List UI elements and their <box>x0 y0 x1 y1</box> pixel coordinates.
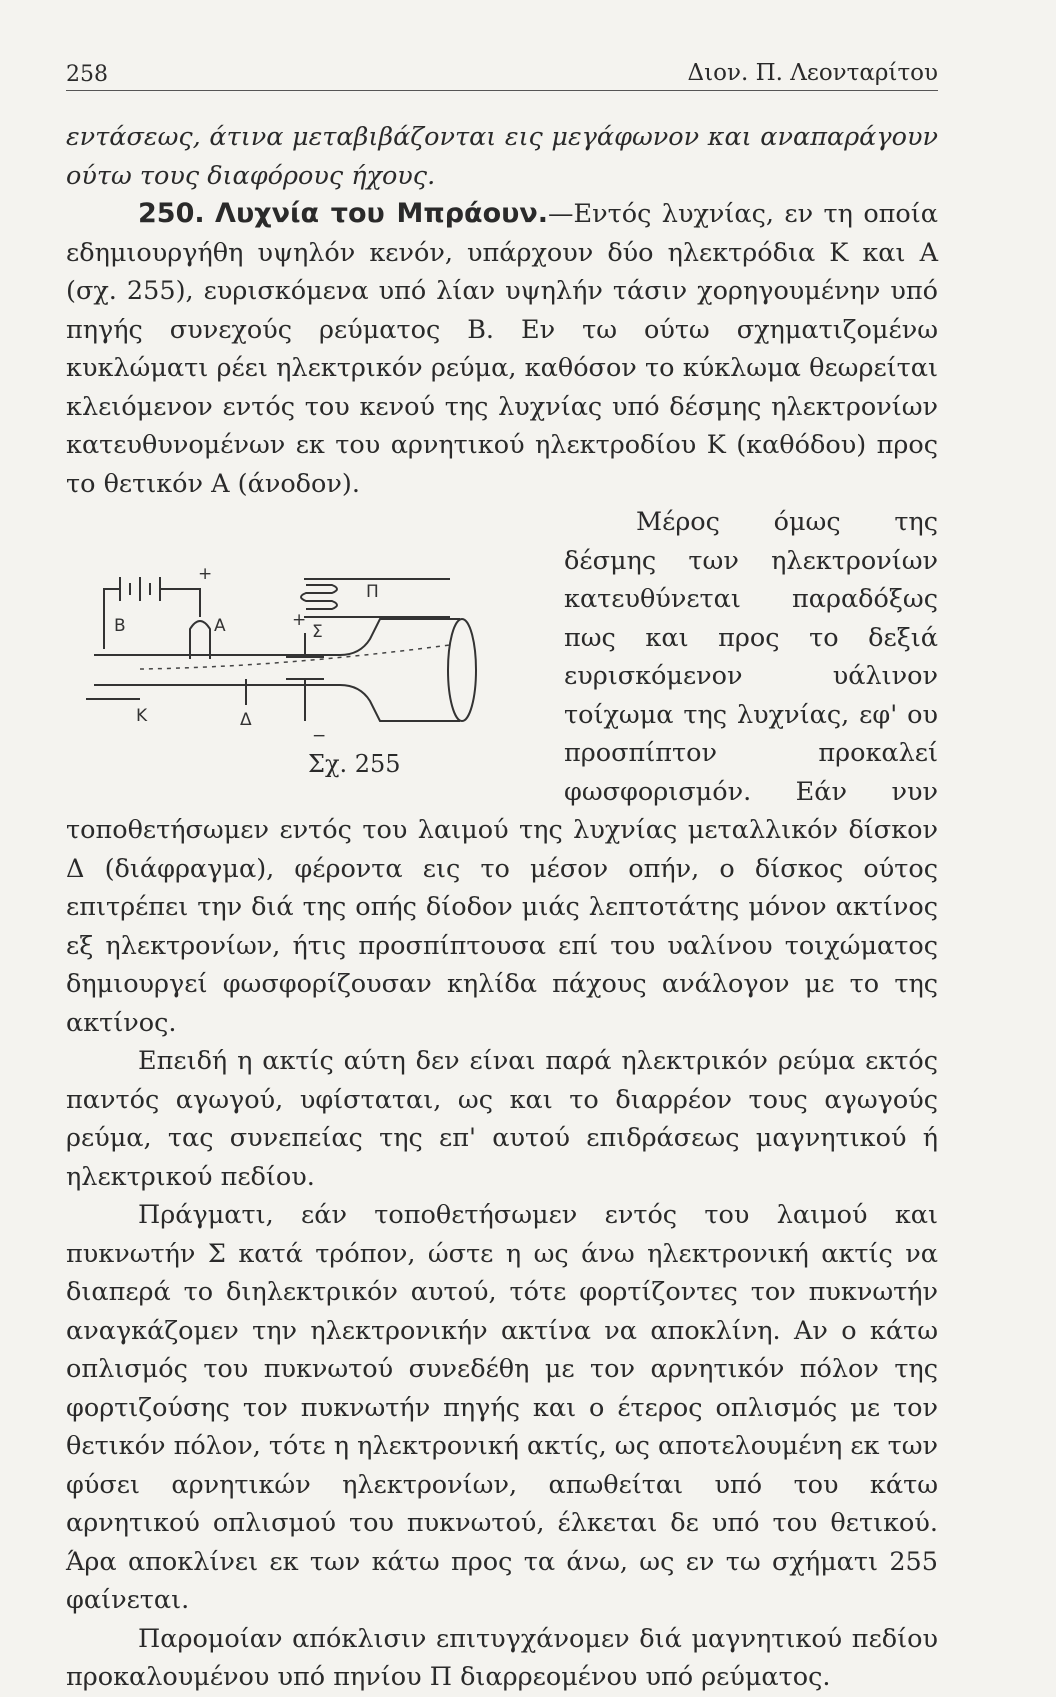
circuit-wire-anode <box>160 589 200 617</box>
braun-tube-diagram <box>80 509 550 781</box>
label-coil: Π <box>366 582 379 602</box>
intro-line: εντάσεως, άτινα μεταβιβάζονται εις μεγάφωνον και αναπαράγουν ούτω τους διαφόρους ήχους. <box>66 122 938 191</box>
page-number: 258 <box>66 62 108 87</box>
label-capacitor: Σ <box>312 622 323 642</box>
paragraph-5: Παρομοίαν απόκλισιν επιτυγχάνομεν διά μαγνητικού πεδίου προκαλουμένου υπό πηνίου Π διαρρεομένου υπό ρεύματος. <box>66 1623 938 1692</box>
body-text <box>66 118 938 1697</box>
paragraph-2-text: Μέρος όμως της δέσμης των ηλεκτρονίων κατευθύνεται παραδόξως πως και προς το δεξιά ευρισκόμενον υάλινον τοίχωμα της λυχνίας, εφ' ου προσπίπτον προκαλεί φωσφορισμόν. Εάν νυν τοποθετήσωμεν εντός του λαιμού της λυχνίας μεταλλικόν δίσκον Δ (διάφραγμα), φέροντα εις το μέσον οπήν, ο δίσκος ούτος επιτρέπει την διά της οπής δίοδον μιάς λεπτοτάτης μόνον ακτίνος εξ ηλεκτρονίων, ήτις προσπίπτουσα επί του υαλίνου τοιχώματος δημιουργεί φωσφορίζουσαν κηλίδα πάχους ανάλογον με το της ακτίνος. <box>66 507 938 1038</box>
section-number: 250. <box>138 198 205 229</box>
page-header <box>66 56 938 96</box>
figure-255 <box>80 509 550 781</box>
section-paragraph: —Εντός λυχνίας, εν τη οποία εδημιουργήθη υψηλόν κενόν, υπάρχουν δύο ηλεκτρόδια Κ και Α (σχ. 255), ευρισκόμενα υπό λίαν υψηλήν τάσιν χορηγουμένην υπό πηγής συνεχούς ρεύματος Β. Εν τω ούτω σχηματιζομένω κυκλώματι ρέει ηλεκτρικόν ρεύμα, καθόσον το κύκλωμα θεωρείται κλειόμενον εντός του κενού της λυχνίας υπό δέσμης ηλεκτρονίων κατευθυνομένων εκ του αρνητικού ηλεκτροδίου Κ (καθόδου) προς το θετικόν Α (άνοδον). <box>66 199 939 499</box>
header-rule <box>66 90 938 91</box>
tube-neck-outline <box>94 619 460 655</box>
label-plus-capacitor: + <box>292 610 307 630</box>
paragraph-2 <box>66 503 938 1042</box>
running-head: Διον. Π. Λεονταρίτου <box>687 60 938 86</box>
tube-neck-bottom <box>94 685 460 721</box>
label-minus-capacitor: − <box>312 726 327 746</box>
tube-screen <box>448 619 476 721</box>
label-anode: A <box>214 616 226 636</box>
figure-caption: Σχ. 255 <box>308 750 401 778</box>
label-cathode: K <box>136 706 148 726</box>
label-battery: B <box>114 616 126 636</box>
paragraph-3: Επειδή η ακτίς αύτη δεν είναι παρά ηλεκτρικόν ρεύμα εκτός παντός αγωγού, υφίσταται, ως και το διαρρέον τους αγωγούς ρεύμα, τας συνεπείας της επ' αυτού επιδράσεως μαγνητικού ή ηλεκτρικού πεδίου. <box>66 1046 938 1192</box>
paragraph-4: Πράγματι, εάν τοποθετήσωμεν εντός του λαιμού και πυκνωτήν Σ κατά τρόπον, ώστε η ως άνω ηλεκτρονική ακτίς να διαπερά το διηλεκτρικόν αυτού, τότε φορτίζοντες τον πυκνωτήν αναγκάζομεν την ηλεκτρονικήν ακτίνα να αποκλίνη. Αν ο κάτω οπλισμός του πυκνωτού συνεδέθη με τον αρνητικόν πόλον της φορτιζούσης τον πυκνωτήν πηγής και ο έτερος οπλισμός με τον θετικόν πόλον, τότε η ηλεκτρονική ακτίς, ως αποτελουμένη εκ των φύσει αρνητικών ηλεκτρονίων, απωθείται υπό του κάτω αρνητικού οπλισμού του πυκνωτού, έλκεται δε υπό του θετικού. Άρα αποκλίνει εκ των κάτω προς τα άνω, ως εν τω σχήματι 255 φαίνεται. <box>66 1200 938 1615</box>
label-plus-anode: + <box>198 564 213 584</box>
section-title: Λυχνία του Μπράουν. <box>215 198 549 229</box>
label-diaphragm: Δ <box>240 710 252 730</box>
coil-winding <box>301 585 337 609</box>
section-250 <box>66 195 938 503</box>
anode-electrode <box>190 621 210 659</box>
